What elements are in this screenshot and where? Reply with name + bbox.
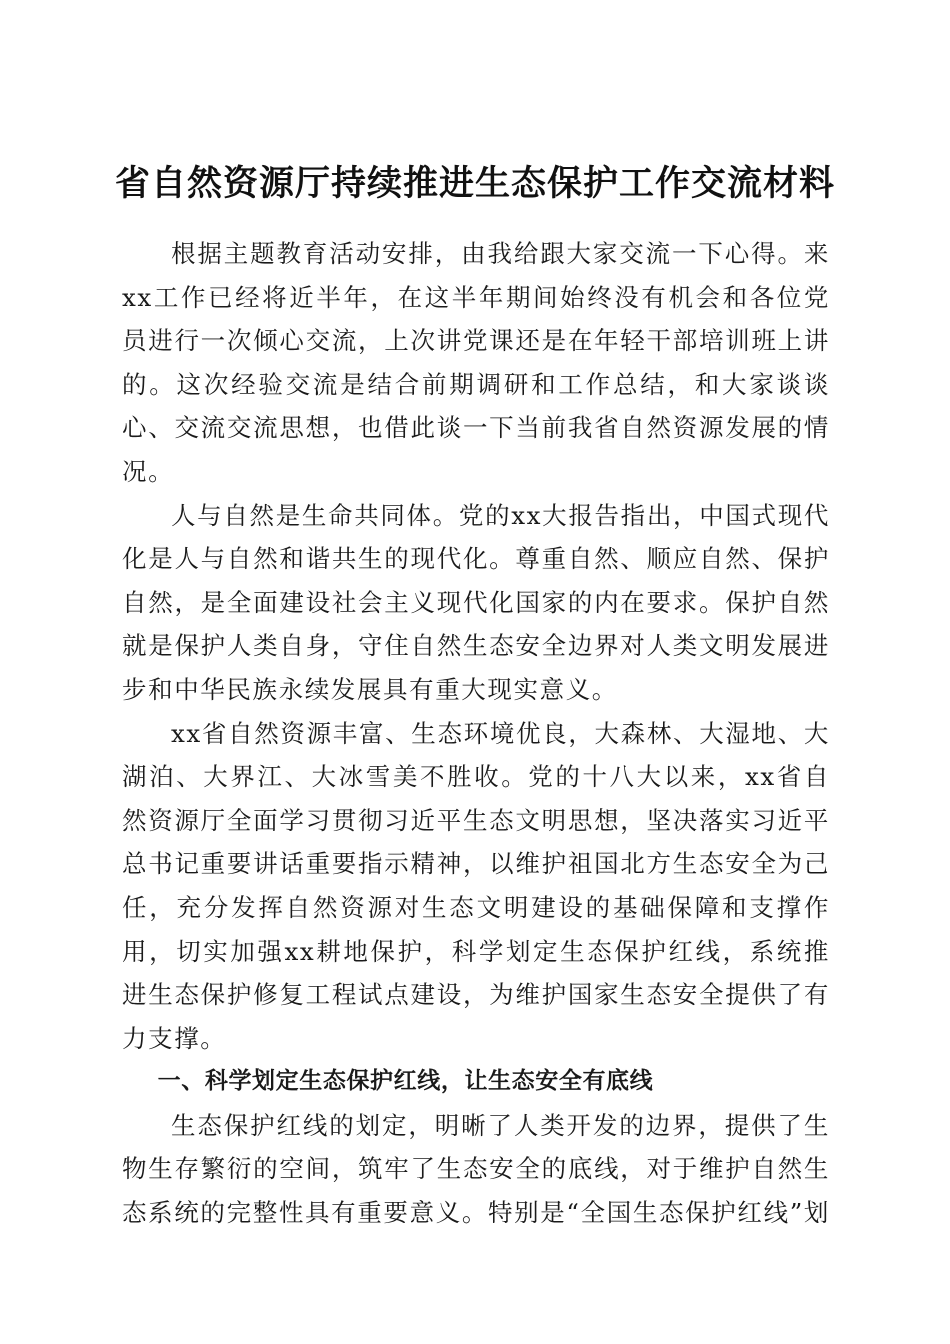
document-title: 省自然资源厅持续推进生态保护工作交流材料 — [114, 164, 835, 205]
paragraph-harmony: 人与自然是生命共同体。党的xx大报告指出，中国式现代化是人与自然和谐共生的现代化。尊重自然、顺应自然、保护自然，是全面建设社会主义现代化国家的内在要求。保护自然就是保护人类自身，守住自然生态安全边界对人类文明发展进步和中华民族永续发展具有重大现实意义。 — [122, 500, 830, 704]
section-heading: 一、科学划定生态保护红线，让生态安全有底线 — [157, 1068, 654, 1095]
document-body — [122, 232, 830, 1235]
paragraph-redline: 生态保护红线的划定，明晰了人类开发的边界，提供了生物生存繁衍的空间，筑牢了生态安全的底线，对于维护自然生态系统的完整性具有重要意义。特别是“全国生态保护红线”划 — [122, 1110, 830, 1228]
paragraph-resources: xx省自然资源丰富、生态环境优良，大森林、大湿地、大湖泊、大界江、大冰雪美不胜收。党的十八大以来，xx省自然资源厅全面学习贯彻习近平生态文明思想，坚决落实习近平总书记重要讲话重要指示精神，以维护祖国北方生态安全为己任，充分发挥自然资源对生态文明建设的基础保障和支撑作用，切实加强xx耕地保护，科学划定生态保护红线，系统推进生态保护修复工程试点建设，为维护国家生态安全提供了有力支撑。 — [122, 718, 830, 1053]
paragraph-intro: 根据主题教育活动安排，由我给跟大家交流一下心得。来xx工作已经将近半年，在这半年期间始终没有机会和各位党员进行一次倾心交流，上次讲党课还是在年轻干部培训班上讲的。这次经验交流是结合前期调研和工作总结，和大家谈谈心、交流交流思想，也借此谈一下当前我省自然资源发展的情况。 — [122, 239, 830, 486]
